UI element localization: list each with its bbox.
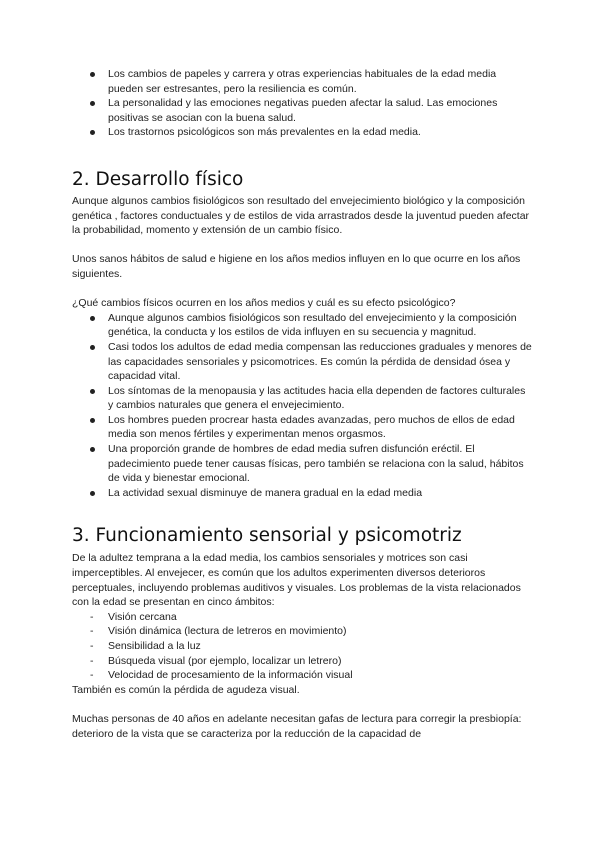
list-item: Una proporción grande de hombres de edad media sufren disfunción eréctil. El padecimiento puede tener causas físicas, pero también se relaciona con la salud, hábitos de vida y bienestar emocional. bbox=[108, 442, 532, 486]
list-item: - Visión cercana bbox=[108, 610, 532, 625]
section-3-paragraph-2: También es común la pérdida de agudeza visual. bbox=[72, 683, 300, 696]
list-item: La personalidad y las emociones negativas pueden afectar la salud. Las emociones positivas se asocian con la buena salud. bbox=[108, 96, 532, 125]
list-item: Los trastornos psicológicos son más prevalentes en la edad media. bbox=[108, 125, 532, 140]
section-2-bullet-list bbox=[72, 311, 532, 501]
list-item: - Visión dinámica (lectura de letreros en movimiento) bbox=[108, 624, 532, 639]
list-item: Los hombres pueden procrear hasta edades avanzadas, pero muchos de ellos de edad media son menos fértiles y experimentan menos orgasmos. bbox=[108, 413, 532, 442]
list-item: - Búsqueda visual (por ejemplo, localizar un letrero) bbox=[108, 654, 532, 669]
section-2-paragraph-2: Unos sanos hábitos de salud e higiene en los años medios influyen en lo que ocurre en los años siguientes. bbox=[72, 253, 521, 280]
list-item: Los cambios de papeles y carrera y otras experiencias habituales de la edad media pueden ser estresantes, pero la resiliencia es común. bbox=[108, 67, 532, 96]
section-3-paragraph-1: De la adultez temprana a la edad media, los cambios sensoriales y motrices son casi imperceptibles. Al envejecer, es común que los adultos experimenten diversos deterioros perceptuales, incluyendo problemas auditivos y visuales. Los problemas de la vista relacionados con la edad se presentan en cinco ámbitos: bbox=[72, 552, 521, 609]
intro-bullet-list bbox=[72, 67, 532, 140]
list-item: La actividad sexual disminuye de manera gradual en la edad media bbox=[108, 486, 532, 501]
document-content bbox=[72, 67, 532, 741]
section-2-paragraph-1: Aunque algunos cambios fisiológicos son resultado del envejecimiento biológico y la composición genética , factores conductuales y de estilos de vida arrastrados desde la juventud pueden afectar la probabilidad, momento y extensión de un cambio físico. bbox=[72, 194, 530, 237]
section-2-question: ¿Qué cambios físicos ocurren en los años medios y cuál es su efecto psicológico? bbox=[72, 297, 456, 310]
list-item: Los síntomas de la menopausia y las actitudes hacia ella dependen de factores culturales y cambios naturales que genera el envejecimiento. bbox=[108, 384, 532, 413]
list-item: - Velocidad de procesamiento de la información visual bbox=[108, 668, 532, 683]
section-2-heading: 2. Desarrollo físico bbox=[72, 168, 244, 190]
section-3-paragraph-3: Muchas personas de 40 años en adelante necesitan gafas de lectura para corregir la presbiopía: deterioro de la vista que se caracteriza por la reducción de la capacidad de bbox=[72, 712, 522, 740]
section-3-dash-list bbox=[72, 610, 532, 683]
list-item: - Sensibilidad a la luz bbox=[108, 639, 532, 654]
section-3-heading: 3. Funcionamiento sensorial y psicomotriz bbox=[72, 525, 462, 547]
list-item: Aunque algunos cambios fisiológicos son resultado del envejecimiento y la composición genética, la conducta y los estilos de vida influyen en su secuencia y magnitud. bbox=[108, 311, 532, 340]
list-item: Casi todos los adultos de edad media compensan las reducciones graduales y menores de las capacidades sensoriales y psicomotrices. Es común la pérdida de densidad ósea y capacidad vital. bbox=[108, 340, 532, 383]
